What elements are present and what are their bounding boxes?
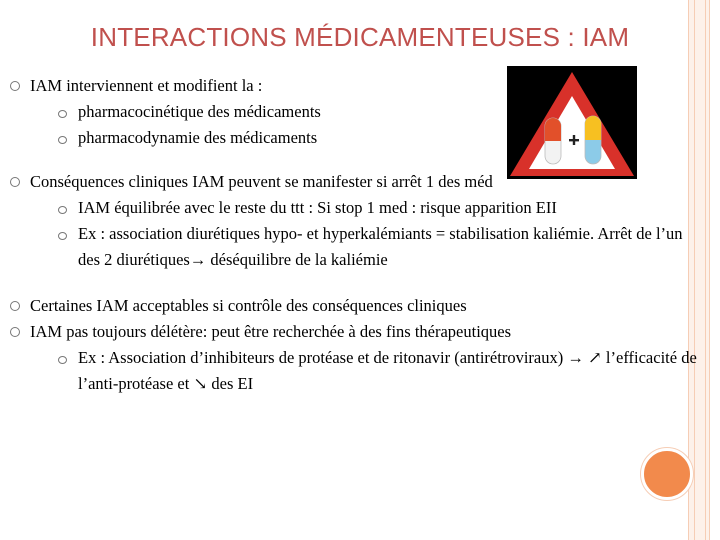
bullet-text: IAM interviennent et modifient la :: [30, 76, 263, 95]
bullet-text: Certaines IAM acceptables si contrôle des conséquences cliniques: [30, 296, 467, 315]
bullet-text: IAM pas toujours délétère: peut être recherchée à des fins thérapeutiques: [30, 322, 512, 341]
spacer: [10, 151, 700, 169]
bullet-therapeutic: [10, 319, 700, 397]
sub-bullet: pharmacodynamie des médicaments: [30, 125, 700, 151]
decorative-circle: [641, 448, 693, 500]
sub-bullet: Ex : association diurétiques hypo- et hyperkalémiants = stabilisation kaliémie. Arrêt de l’un des 2 diurétiques→ déséquilibre de la kaliémie: [30, 221, 700, 273]
spacer: [10, 273, 700, 293]
slide-title: INTERACTIONS MÉDICAMENTEUSES : IAM: [90, 22, 630, 52]
bullet-iam-modify: [10, 73, 700, 151]
bullet-list: [10, 73, 700, 397]
sub-bullet: pharmacocinétique des médicaments: [30, 99, 700, 125]
sub-bullet: IAM équilibrée avec le reste du ttt : Si stop 1 med : risque apparition EII: [30, 195, 700, 221]
bullet-acceptable: [10, 293, 700, 319]
bullet-consequences: [10, 169, 700, 273]
sub-bullet: Ex : Association d’inhibiteurs de protéase et de ritonavir (antirétroviraux) → ↗ l’efficacité de l’anti-protéase et ↘ des EI: [30, 345, 700, 397]
bullet-text: Conséquences cliniques IAM peuvent se manifester si arrêt 1 des méd: [30, 172, 493, 191]
